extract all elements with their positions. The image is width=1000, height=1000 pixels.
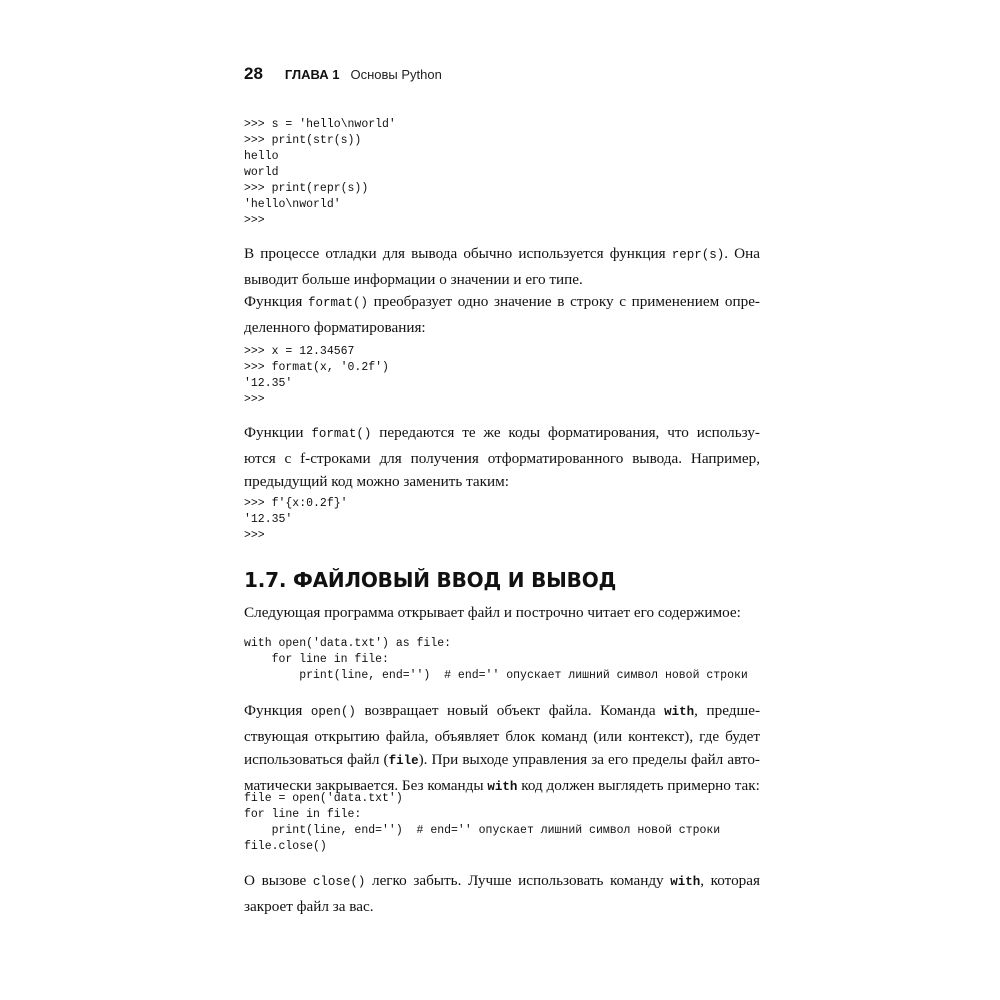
paragraph-close-reminder: О вызове close() легко забыть. Лучше использовать команду with, которая закроет файл за вас. — [244, 872, 760, 915]
code-block-with-open: with open('data.txt') as file: for line in file: print(line, end='') # end='' опускает лишний символ новой строки — [244, 637, 748, 682]
section-heading: 1.7. ФАЙЛОВЫЙ ВВОД И ВЫВОД — [244, 568, 617, 592]
code-block-file-close: file = open('data.txt') for line in file: print(line, end='') # end='' опускает лишний символ новой строки file.close() — [244, 792, 721, 853]
page-number: 28 — [244, 64, 263, 83]
code-block-fstring: >>> f'{x:0.2f}' '12.35' >>> — [244, 497, 348, 542]
code-block-format: >>> x = 12.34567 >>> format(x, '0.2f') '12.35' >>> — [244, 345, 389, 406]
paragraph-f-strings: Функции format() передаются те же коды форматирования, что использу- ются с f-строками для получения отформатированного вывода. Например, предыдущий код можно заменить таким: — [244, 424, 760, 490]
paragraph-open-with: Функция open() возвращает новый объект файла. Команда with, предше- ствующая открытию файла, объявляет блок команд (или контекст), где будет использоваться файл (file). При выходе управления за его пределы файл авто- матически закрывается. Без команды with код должен выглядеть примерно так: — [244, 702, 761, 794]
chapter-title: Основы Python — [350, 67, 442, 82]
paragraph-repr-debug: В процессе отладки для вывода обычно используется функция repr(s). Она выводит больше информации о значении и его типе. — [244, 245, 760, 288]
running-header — [244, 64, 442, 86]
code-block-repr: >>> s = 'hello\nworld' >>> print(str(s)) hello world >>> print(repr(s)) 'hello\nworld' >>> — [244, 118, 396, 227]
paragraph-file-intro: Следующая программа открывает файл и построчно читает его содержимое: — [244, 604, 741, 621]
chapter-label: ГЛАВА 1 — [284, 67, 340, 82]
paragraph-format-function: Функция format() преобразует одно значение в строку с применением опре- деленного форматирования: — [244, 293, 760, 336]
